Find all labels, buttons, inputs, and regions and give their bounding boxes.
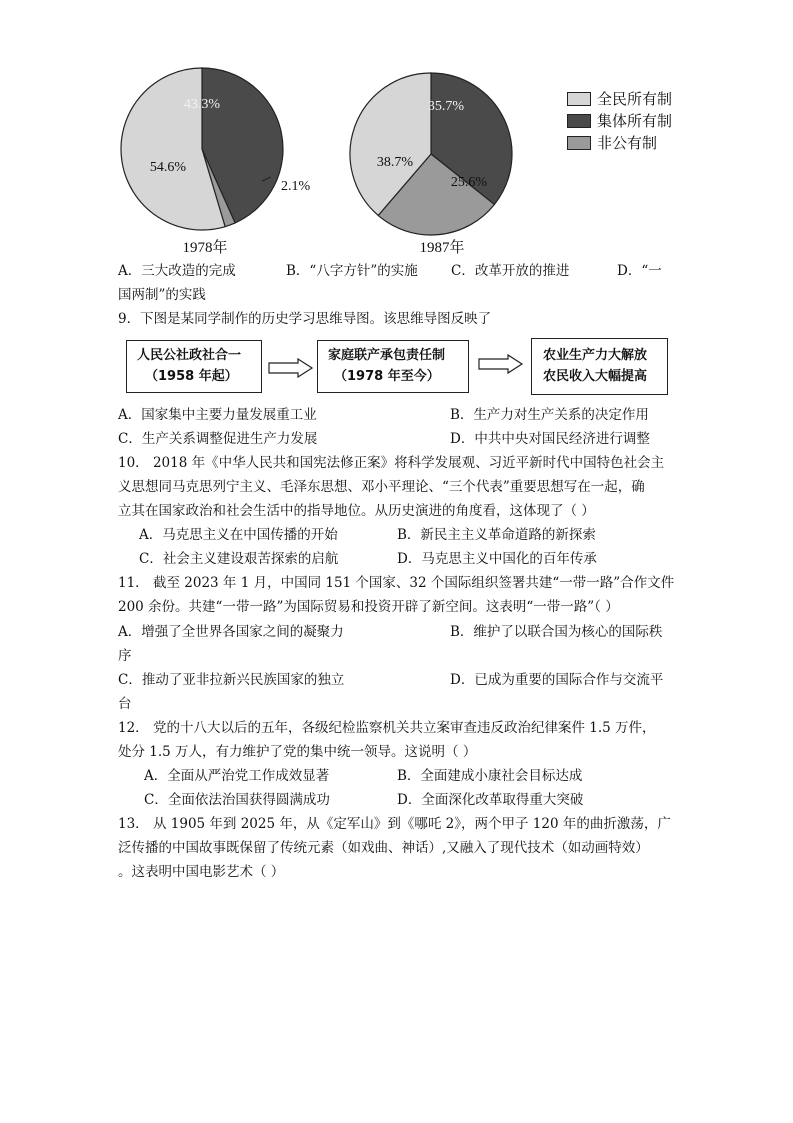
- flow-box-line: 人民公社政社合一: [137, 348, 242, 363]
- pie-chart-2: [350, 73, 512, 256]
- q12-option-b: B．全面建成小康社会目标达成: [397, 768, 583, 784]
- q9-option-d: D．中共中央对国民经济进行调整: [450, 431, 650, 447]
- pie-data-label: 25.6%: [450, 175, 488, 190]
- q12-option-c: C．全面依法治国获得圆满成功: [144, 792, 330, 808]
- pie-year-label: 1987年: [419, 240, 465, 256]
- q9-stem: 9．下图是某同学制作的历史学习思维导图。该思维导图反映了: [118, 311, 492, 327]
- q9-option-b: B．生产力对生产关系的决定作用: [450, 407, 649, 423]
- q8-option-a: A．三大改造的完成: [118, 263, 236, 279]
- q10-stem-line: 义思想同马克思列宁主义、毛泽东思想、邓小平理论、“三个代表”重要思想写在一起，确: [118, 479, 645, 495]
- q11-option-a: A．增强了全世界各国家之间的凝聚力: [118, 624, 344, 640]
- q12-stem-line: 处分 1.5 万人，有力维护了党的集中统一领导。这说明（ ）: [118, 744, 477, 760]
- q8-option-d: D．“一: [617, 263, 662, 279]
- q10-option-d: D．马克思主义中国化的百年传承: [397, 551, 597, 567]
- flow-box-commune: [126, 340, 262, 393]
- pie-data-label: 54.6%: [149, 160, 187, 175]
- pie-data-label: 43.3%: [183, 97, 221, 112]
- pie-chart-1: [121, 68, 310, 256]
- flow-box-productivity: [531, 338, 668, 395]
- legend-item-collective: [567, 110, 672, 131]
- legend-swatch: [567, 136, 591, 150]
- q13-stem-line: 。这表明中国电影艺术（ ）: [118, 864, 285, 880]
- q10-stem-line: 10． 2018 年《中华人民共和国宪法修正案》将科学发展观、习近平新时代中国特色社会主: [118, 455, 665, 471]
- q13-stem-line: 泛传播的中国故事既保留了传统元素（如戏曲、神话）,又融入了现代技术（如动画特效）: [118, 840, 649, 856]
- q11-option-d: D．已成为重要的国际合作与交流平: [450, 672, 664, 688]
- legend-swatch: [567, 92, 591, 106]
- pie-data-label: 38.7%: [376, 155, 414, 170]
- flow-box-line: （1978 年至今）: [334, 369, 440, 384]
- flow-arrow-icon: [268, 358, 314, 378]
- legend-item-nonpublic: [567, 132, 657, 153]
- q11-option-d-continued: 台: [118, 696, 132, 712]
- flow-box-line: 家庭联产承包责任制: [328, 348, 446, 363]
- flow-box-line: （1958 年起）: [145, 369, 238, 384]
- flow-box-line: 农业生产力大解放: [543, 348, 648, 363]
- q12-option-a: A．全面从严治党工作成效显著: [144, 768, 330, 784]
- q11-option-b-continued: 序: [118, 648, 132, 664]
- pie-data-label: 35.7%: [427, 99, 465, 114]
- pie-charts-svg: [0, 0, 793, 262]
- q10-option-c: C．社会主义建设艰苦探索的启航: [139, 551, 339, 567]
- pie-year-label: 1978年: [182, 240, 228, 256]
- q13-stem-line: 13． 从 1905 年到 2025 年，从《定军山》到《哪吒 2》，两个甲子 120 年的曲折激荡，广: [118, 816, 671, 832]
- q9-option-a: A．国家集中主要力量发展重工业: [118, 407, 317, 423]
- legend-swatch: [567, 114, 591, 128]
- legend-label: 集体所有制: [597, 112, 673, 130]
- q10-option-b: B．新民主主义革命道路的新探索: [397, 527, 596, 543]
- legend-label: 非公有制: [597, 134, 658, 152]
- q10-option-a: A．马克思主义在中国传播的开始: [139, 527, 338, 543]
- q8-option-d-continued: 国两制”的实践: [118, 287, 206, 303]
- flow-arrow-icon: [478, 354, 524, 374]
- q10-stem-line: 立其在国家政治和社会生活中的指导地位。从历史演进的角度看，这体现了（ ）: [118, 503, 595, 519]
- pie-charts: [0, 0, 793, 262]
- flow-box-line: 农民收入大幅提高: [543, 369, 648, 384]
- q12-option-d: D．全面深化改革取得重大突破: [397, 792, 584, 808]
- q11-stem-line: 11． 截至 2023 年 1 月，中国同 151 个国家、32 个国际组织签署共建“一带一路”合作文件: [118, 575, 675, 591]
- pie-data-label: 2.1%: [281, 179, 311, 194]
- q8-option-b: B．“八字方针”的实施: [286, 263, 418, 279]
- q11-option-b: B．维护了以联合国为核心的国际秩: [450, 624, 663, 640]
- flow-box-household-responsibility: [317, 340, 469, 393]
- legend-label: 全民所有制: [597, 90, 673, 108]
- q9-option-c: C．生产关系调整促进生产力发展: [118, 431, 318, 447]
- q11-stem-line: 200 余份。共建“一带一路”为国际贸易和投资开辟了新空间。这表明“一带一路”（ ）: [118, 599, 619, 615]
- q8-option-c: C．改革开放的推进: [451, 263, 570, 279]
- q11-option-c: C．推动了亚非拉新兴民族国家的独立: [118, 672, 345, 688]
- legend-item-public: [567, 88, 672, 109]
- q12-stem-line: 12． 党的十八大以后的五年，各级纪检监察机关共立案审查违反政治纪律案件 1.5 万件，: [118, 720, 656, 736]
